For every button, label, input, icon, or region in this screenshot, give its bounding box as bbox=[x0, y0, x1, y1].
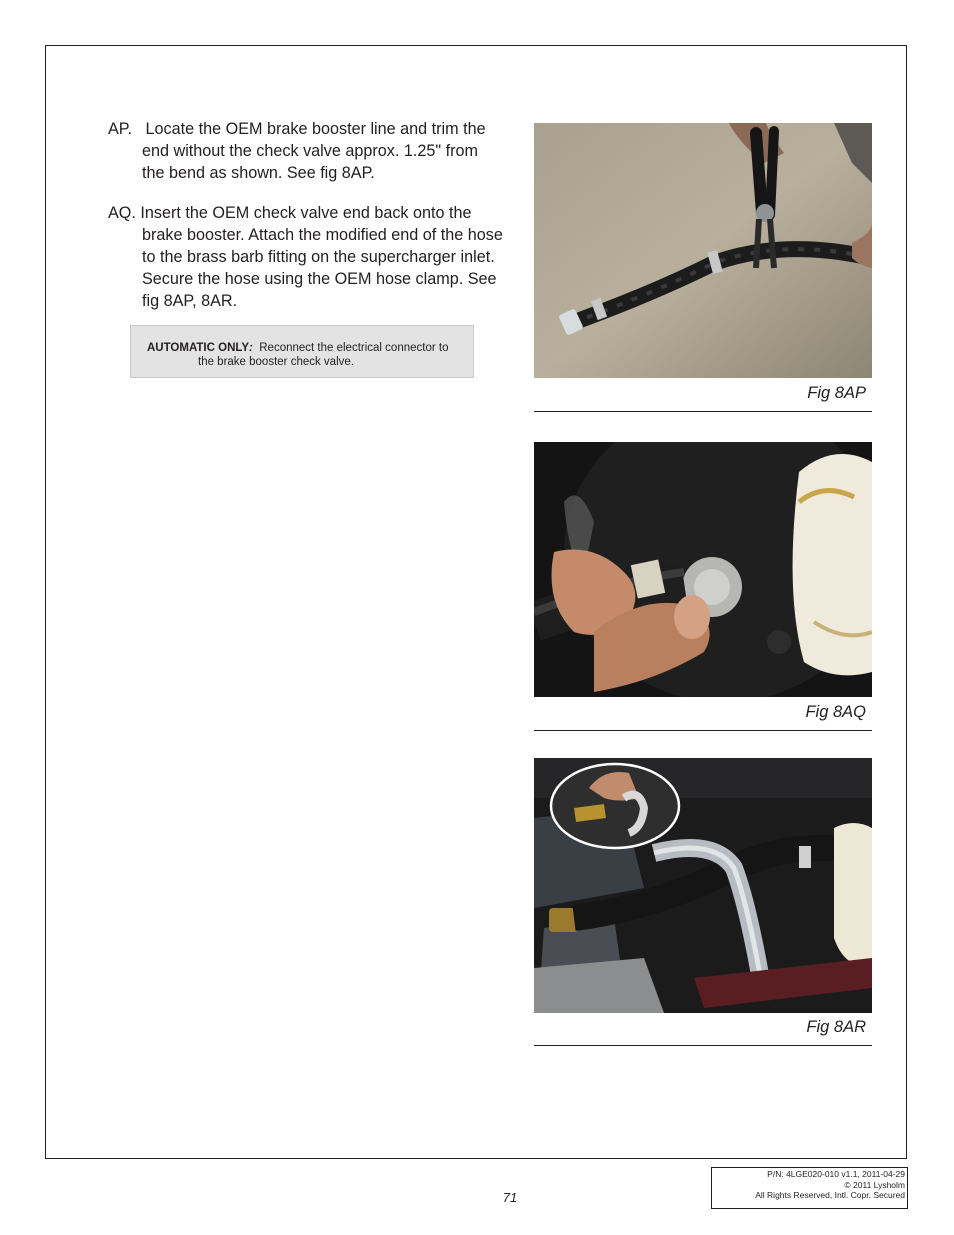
figure-8aq-caption: Fig 8AQ bbox=[805, 703, 866, 721]
automatic-note-box bbox=[130, 325, 474, 378]
figure-8ar-photo bbox=[534, 758, 872, 1013]
step-aq-text: Insert the OEM check valve end back onto the brake booster. Attach the modified end of the hose to the brass barb fitting on the supercharger inlet. Secure the hose using the OEM hose clamp. See fig 8AP, 8AR. bbox=[140, 204, 503, 310]
figure-8aq-photo bbox=[534, 442, 872, 697]
step-aq bbox=[108, 202, 503, 312]
footer-copyright: © 2011 Lysholm bbox=[844, 1179, 905, 1190]
step-ap-text: Locate the OEM brake booster line and trim the end without the check valve approx. 1.25" from the bend as shown. See fig 8AP. bbox=[142, 120, 486, 182]
footer-part-number: P/N: 4LGE020-010 v1.1, 2011-04-29 bbox=[767, 1169, 905, 1179]
note-heading: AUTOMATIC ONLY bbox=[147, 342, 250, 354]
figure-8aq-rule bbox=[534, 730, 872, 731]
figure-8ap-caption: Fig 8AP bbox=[807, 384, 866, 402]
note-line-1: Reconnect the electrical connector to bbox=[259, 342, 449, 354]
step-ap bbox=[108, 118, 503, 184]
figure-8ap-rule bbox=[534, 411, 872, 412]
step-aq-label: AQ. bbox=[108, 204, 136, 222]
step-ap-label: AP. bbox=[108, 120, 133, 138]
footer-rights: All Rights Reserved, Intl. Copr. Secured bbox=[755, 1190, 905, 1200]
figure-8ar-caption: Fig 8AR bbox=[806, 1018, 866, 1036]
page-number: 71 bbox=[502, 1190, 518, 1205]
figure-8ap-photo bbox=[534, 123, 872, 378]
note-colon: : bbox=[249, 342, 253, 354]
figure-8ar-rule bbox=[534, 1045, 872, 1046]
footer-box bbox=[711, 1167, 908, 1209]
note-line-2: the brake booster check valve. bbox=[198, 356, 354, 368]
